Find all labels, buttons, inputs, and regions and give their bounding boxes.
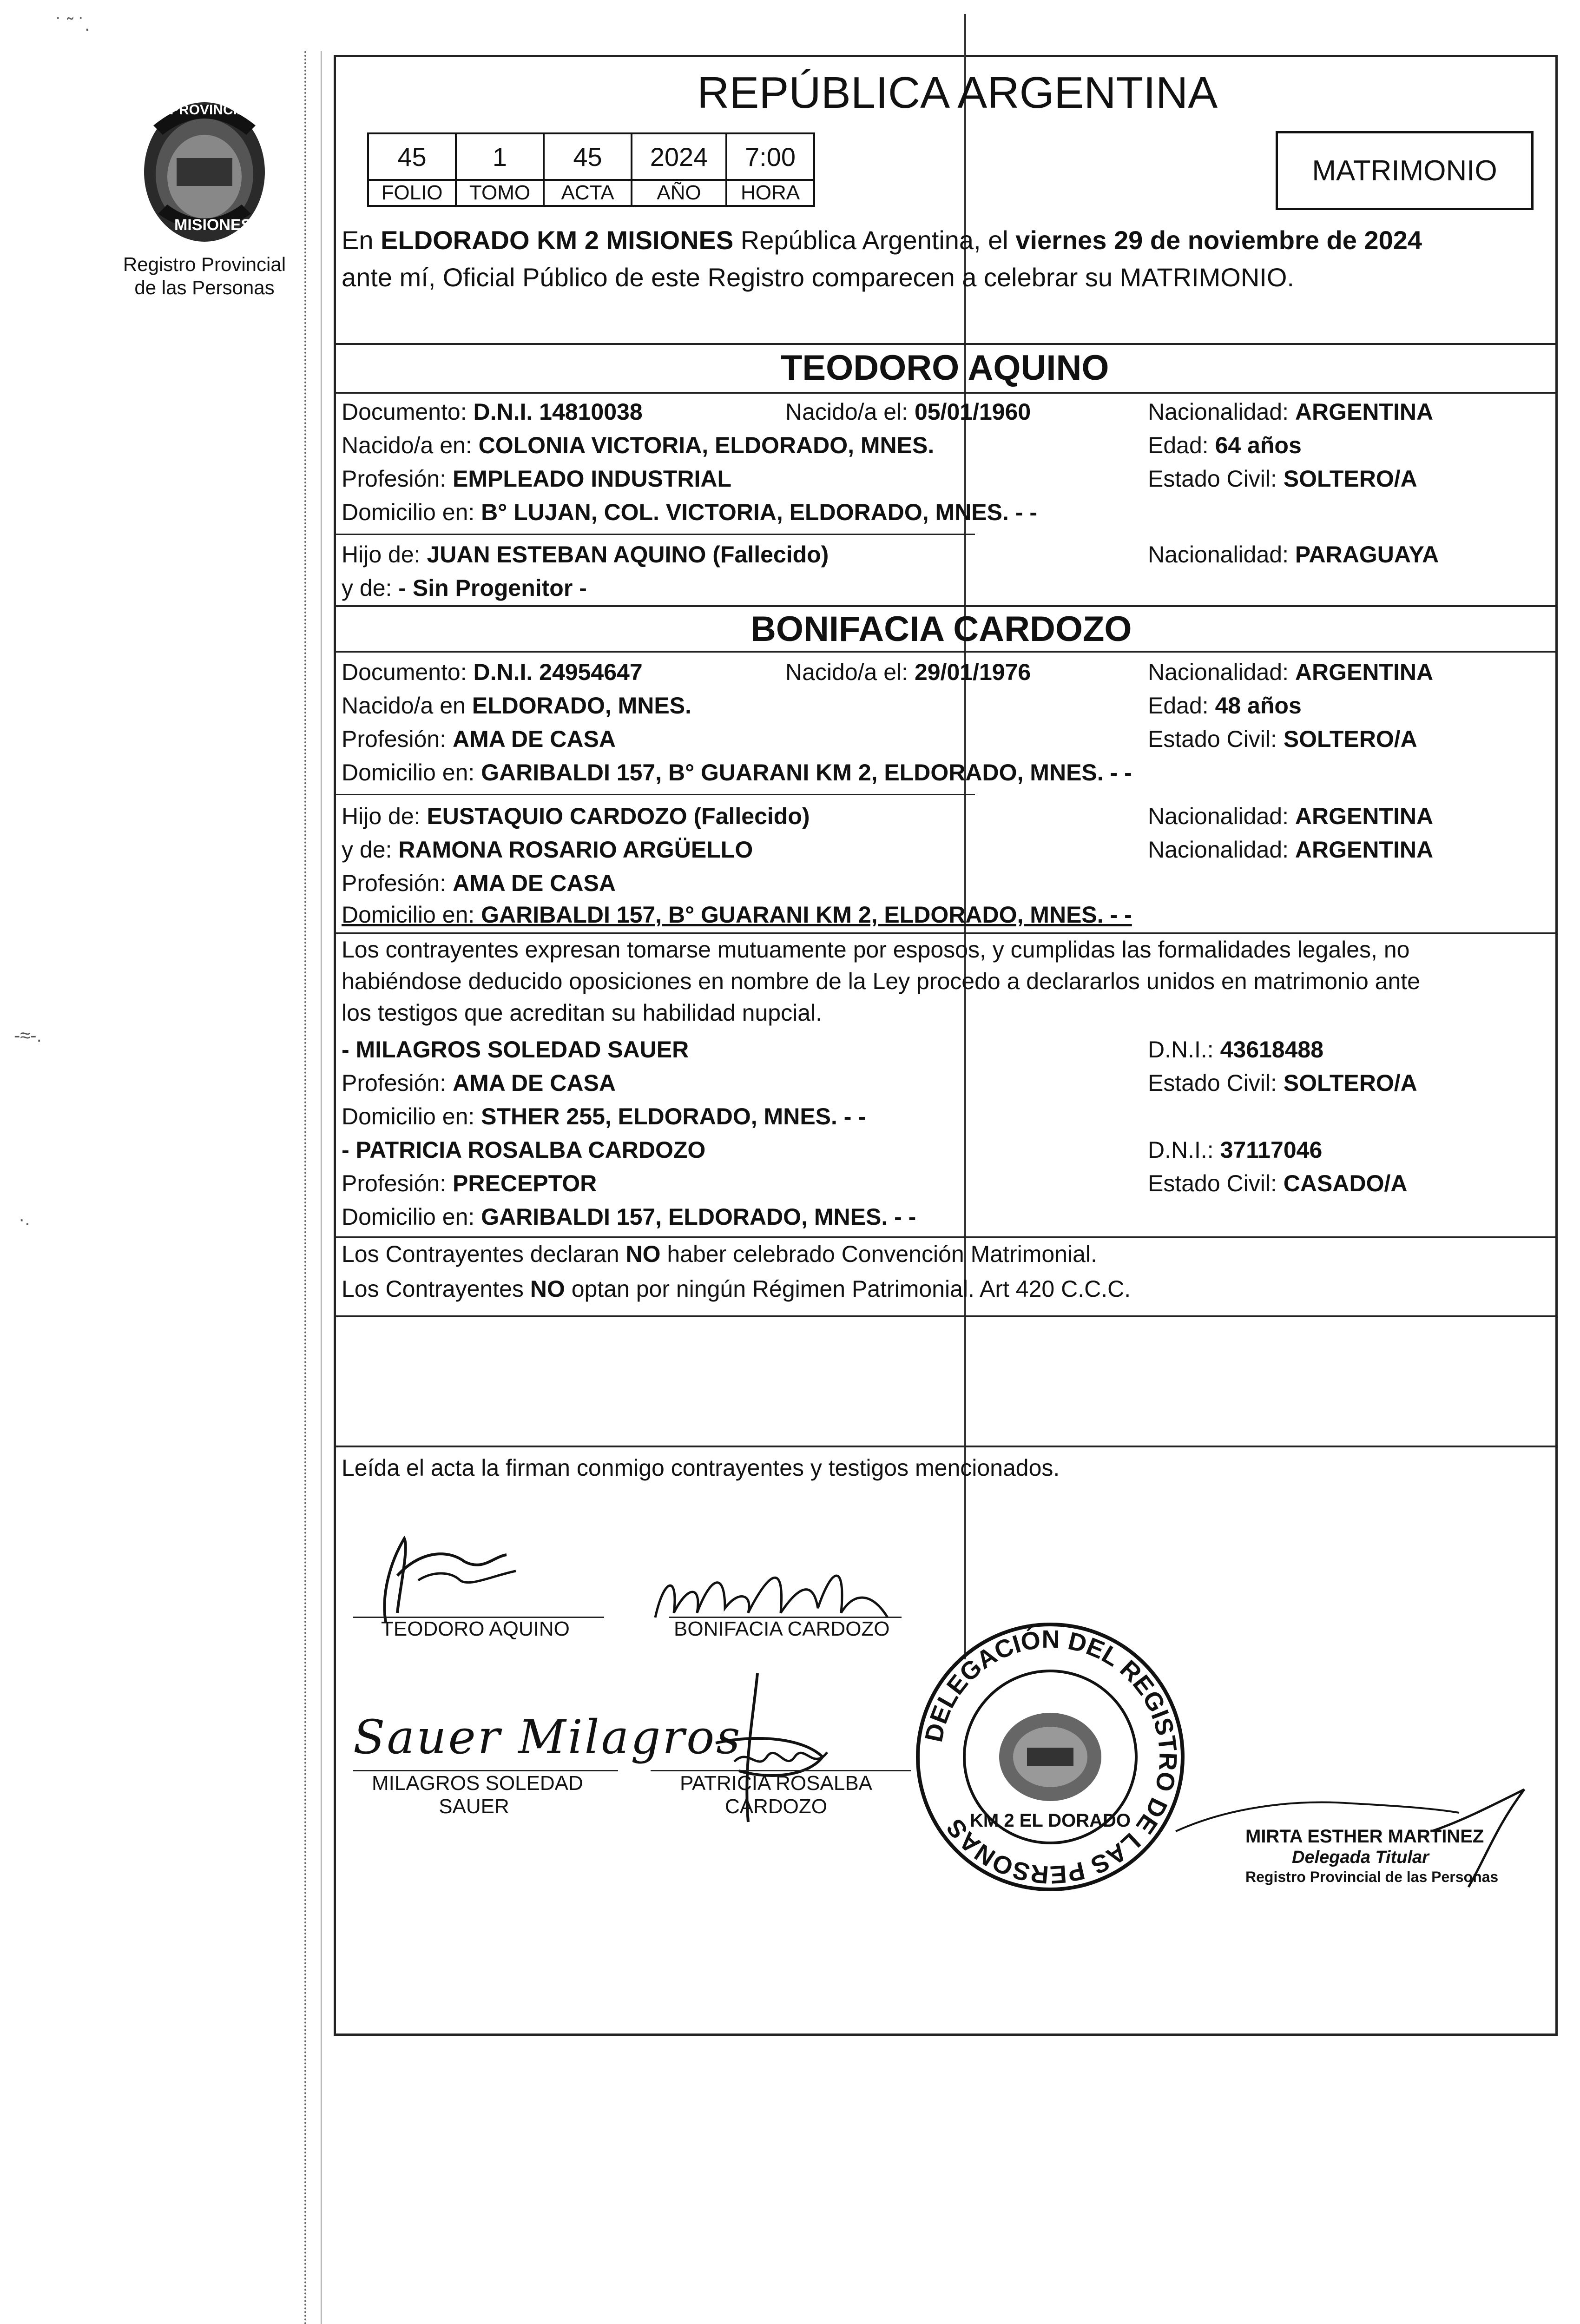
stamp-ring-text: DELEGACIÓN DEL REGISTRO DE LAS PERSONAS	[920, 1625, 1182, 1889]
value: AMA DE CASA	[453, 1070, 616, 1096]
regime-line1	[342, 1241, 1097, 1268]
official-role: Delegada Titular	[1292, 1848, 1429, 1867]
label: Domicilio en:	[342, 499, 481, 525]
scan-mark: -≈-.	[14, 1025, 42, 1046]
party1-prof	[342, 466, 731, 493]
party1-address	[342, 499, 1037, 526]
scan-mark: ˙ ˜ ˙.	[56, 14, 90, 35]
party1-father-nat	[1148, 541, 1439, 568]
intro-mid: República Argentina, el	[733, 225, 1016, 255]
party1-civil	[1148, 466, 1417, 493]
label: Domicilio en:	[342, 1103, 481, 1129]
text: Los Contrayentes	[342, 1276, 530, 1302]
declaration-line3: los testigos que acreditan su habilidad nupcial.	[342, 1000, 823, 1026]
text: NO	[530, 1276, 565, 1302]
label: Nacionalidad:	[1148, 659, 1295, 685]
label: Nacionalidad:	[1148, 541, 1295, 568]
party2-mother-address	[342, 902, 1132, 929]
label: Profesión:	[342, 1070, 453, 1096]
value: 48 años	[1215, 693, 1302, 719]
delegation-stamp-icon	[911, 1618, 1190, 1896]
value: RAMONA ROSARIO ARGÜELLO	[398, 837, 753, 863]
registry-seal	[125, 88, 283, 246]
value: D.N.I. 24954647	[473, 659, 643, 685]
party2-born-in	[342, 693, 691, 720]
value: EUSTAQUIO CARDOZO (Fallecido)	[427, 803, 810, 829]
value: PARAGUAYA	[1295, 541, 1439, 568]
party1-name: TEODORO AQUINO	[781, 348, 1109, 388]
party2-mother-prof	[342, 870, 616, 897]
value: GARIBALDI 157, B° GUARANI KM 2, ELDORADO, MNES. - -	[481, 759, 1132, 786]
tomo-label: TOMO	[456, 180, 544, 206]
label: Estado Civil:	[1148, 1170, 1284, 1196]
label: Documento:	[342, 659, 474, 685]
value: B° LUJAN, COL. VICTORIA, ELDORADO, MNES. - -	[481, 499, 1037, 525]
label: D.N.I.:	[1148, 1137, 1220, 1163]
value: GARIBALDI 157, B° GUARANI KM 2, ELDORADO, MNES. - -	[481, 902, 1132, 928]
text: Los Contrayentes declaran	[342, 1241, 626, 1267]
scan-vertical-line	[964, 14, 966, 1659]
signature-line	[651, 1770, 911, 1771]
party1-mother	[342, 575, 587, 602]
acta-value: 45	[544, 133, 632, 180]
party1-doc	[342, 399, 643, 426]
folio-value: 45	[368, 133, 456, 180]
witness1-name: - MILAGROS SOLEDAD SAUER	[342, 1037, 689, 1063]
value: - Sin Progenitor -	[398, 575, 587, 601]
regime-line2	[342, 1276, 1131, 1303]
closing-text: Leída el acta la firman conmigo contrayentes y testigos mencionados.	[342, 1455, 1060, 1481]
value: EMPLEADO INDUSTRIAL	[453, 466, 732, 492]
party1-father	[342, 541, 829, 568]
value: SOLTERO/A	[1283, 726, 1417, 752]
label: Edad:	[1148, 693, 1215, 719]
witness2-civil	[1148, 1170, 1407, 1197]
party2-doc	[342, 659, 643, 686]
value: GARIBALDI 157, ELDORADO, MNES. - -	[481, 1204, 916, 1230]
seal-text-bottom: MISIONES	[174, 216, 252, 234]
label: Hijo de:	[342, 803, 427, 829]
label: Nacionalidad:	[1148, 837, 1295, 863]
divider	[334, 392, 1558, 394]
value: 29/01/1976	[914, 659, 1031, 685]
party1-born-in	[342, 432, 934, 459]
label: Domicilio en:	[342, 759, 481, 786]
margin-dotted-line	[304, 51, 306, 2324]
label: Estado Civil:	[1148, 1070, 1284, 1096]
divider	[334, 1446, 1558, 1447]
party1-birth	[785, 399, 1031, 426]
signature-4-name-l2: CARDOZO	[725, 1795, 827, 1818]
intro-place: ELDORADO KM 2 MISIONES	[381, 225, 734, 255]
witness2-address	[342, 1204, 916, 1231]
value: SOLTERO/A	[1283, 1070, 1417, 1096]
text: haber celebrado Convención Matrimonial.	[660, 1241, 1097, 1267]
value: SOLTERO/A	[1283, 466, 1417, 492]
label: Profesión:	[342, 466, 453, 492]
signature-3-script: Sauer Milagros	[353, 1710, 742, 1764]
scan-mark: ·.	[19, 1209, 30, 1229]
hour-value: 7:00	[726, 133, 814, 180]
value: 64 años	[1215, 432, 1302, 458]
value: ARGENTINA	[1295, 399, 1434, 425]
label: Nacido/a en:	[342, 432, 479, 458]
registry-name-line1: Registro Provincial	[123, 253, 286, 275]
label: y de:	[342, 575, 399, 601]
signature-1-name: TEODORO AQUINO	[381, 1618, 570, 1640]
hour-label: HORA	[726, 180, 814, 206]
intro-line2: ante mí, Oficial Público de este Registro comparecen a celebrar su MATRIMONIO.	[342, 263, 1294, 292]
label: Profesión:	[342, 726, 453, 752]
text: NO	[625, 1241, 661, 1267]
acta-label: ACTA	[544, 180, 632, 206]
stamp-inner-text: KM 2 EL DORADO	[970, 1810, 1131, 1831]
label: Domicilio en:	[342, 902, 481, 928]
folio-label: FOLIO	[368, 180, 456, 206]
value: 43618488	[1220, 1037, 1324, 1063]
party1-age	[1148, 432, 1302, 459]
label: Nacido/a en	[342, 693, 472, 719]
act-type-label: MATRIMONIO	[1312, 154, 1497, 187]
party2-nat	[1148, 659, 1433, 686]
value: CASADO/A	[1283, 1170, 1408, 1196]
party2-prof	[342, 726, 616, 753]
value: ARGENTINA	[1295, 659, 1434, 685]
value: AMA DE CASA	[453, 870, 616, 896]
margin-dotted-line	[321, 51, 322, 2324]
signature-1	[353, 1520, 558, 1627]
label: Domicilio en:	[342, 1204, 481, 1230]
signature-2-name: BONIFACIA CARDOZO	[674, 1618, 890, 1640]
value: D.N.I. 14810038	[473, 399, 643, 425]
declaration-line1: Los contrayentes expresan tomarse mutuamente por esposos, y cumplidas las formalidades legales, no	[342, 937, 1410, 963]
party2-birth	[785, 659, 1031, 686]
divider	[334, 1315, 1558, 1317]
label: Nacido/a el:	[785, 659, 915, 685]
label: Estado Civil:	[1148, 466, 1284, 492]
party2-mother-nat	[1148, 837, 1433, 864]
tomo-value: 1	[456, 133, 544, 180]
party2-name: BONIFACIA CARDOZO	[750, 609, 1132, 649]
divider	[334, 794, 975, 795]
witness2-dni	[1148, 1137, 1322, 1164]
divider	[334, 605, 1558, 607]
official-name: MIRTA ESTHER MARTINEZ	[1245, 1826, 1484, 1847]
witness1-dni	[1148, 1037, 1323, 1063]
label: Nacionalidad:	[1148, 399, 1295, 425]
label: Profesión:	[342, 1170, 453, 1196]
signature-line	[353, 1770, 618, 1771]
party1-nat	[1148, 399, 1433, 426]
year-label: AÑO	[632, 180, 726, 206]
intro-prefix: En	[342, 225, 381, 255]
witness1-civil	[1148, 1070, 1417, 1097]
label: Profesión:	[342, 870, 453, 896]
party2-civil	[1148, 726, 1417, 753]
value: STHER 255, ELDORADO, MNES. - -	[481, 1103, 866, 1129]
value: ARGENTINA	[1295, 803, 1434, 829]
value: ELDORADO, MNES.	[472, 693, 691, 719]
witness2-name: - PATRICIA ROSALBA CARDOZO	[342, 1137, 706, 1163]
party2-mother	[342, 837, 753, 864]
label: Edad:	[1148, 432, 1215, 458]
signature-4-name-l1: PATRICIA ROSALBA	[679, 1772, 873, 1795]
signature-3-name-l1: MILAGROS SOLEDAD	[372, 1772, 583, 1795]
intro-line1	[342, 225, 1422, 255]
divider	[334, 534, 975, 535]
page-title: REPÚBLICA ARGENTINA	[697, 68, 1218, 118]
label: Estado Civil:	[1148, 726, 1284, 752]
witness1-address	[342, 1103, 866, 1130]
seal-text-top: PROVINCIA DE	[170, 102, 270, 118]
signature-3-name-l2: SAUER	[439, 1795, 509, 1818]
divider	[334, 1236, 1558, 1238]
official-org: Registro Provincial de las Personas	[1245, 1868, 1499, 1885]
value: COLONIA VICTORIA, ELDORADO, MNES.	[478, 432, 935, 458]
party2-father	[342, 803, 810, 830]
label: D.N.I.:	[1148, 1037, 1220, 1063]
official-stamp	[911, 1618, 1190, 1896]
value: 05/01/1960	[914, 399, 1031, 425]
value: 37117046	[1220, 1137, 1323, 1163]
divider	[334, 932, 1558, 934]
act-type-box	[1276, 131, 1534, 210]
value: ARGENTINA	[1295, 837, 1434, 863]
party2-address	[342, 759, 1132, 786]
label: Nacido/a el:	[785, 399, 915, 425]
declaration-line2: habiéndose deducido oposiciones en nombre de la Ley procedo a declararlos unidos en matrimonio ante	[342, 968, 1420, 994]
party2-father-nat	[1148, 803, 1433, 830]
intro-date: viernes 29 de noviembre de 2024	[1015, 225, 1422, 255]
value: AMA DE CASA	[453, 726, 616, 752]
value: JUAN ESTEBAN AQUINO (Fallecido)	[427, 541, 829, 568]
year-value: 2024	[632, 133, 726, 180]
divider	[334, 343, 1558, 345]
label: y de:	[342, 837, 399, 863]
witness1-prof	[342, 1070, 616, 1097]
party2-age	[1148, 693, 1302, 720]
label: Nacionalidad:	[1148, 803, 1295, 829]
registry-name-line2: de las Personas	[134, 277, 275, 298]
record-table	[367, 132, 815, 207]
text: optan por ningún Régimen Patrimonial. Art 420 C.C.C.	[565, 1276, 1131, 1302]
label: Documento:	[342, 399, 474, 425]
value: PRECEPTOR	[453, 1170, 597, 1196]
label: Hijo de:	[342, 541, 427, 568]
witness2-prof	[342, 1170, 597, 1197]
divider	[334, 651, 1558, 653]
